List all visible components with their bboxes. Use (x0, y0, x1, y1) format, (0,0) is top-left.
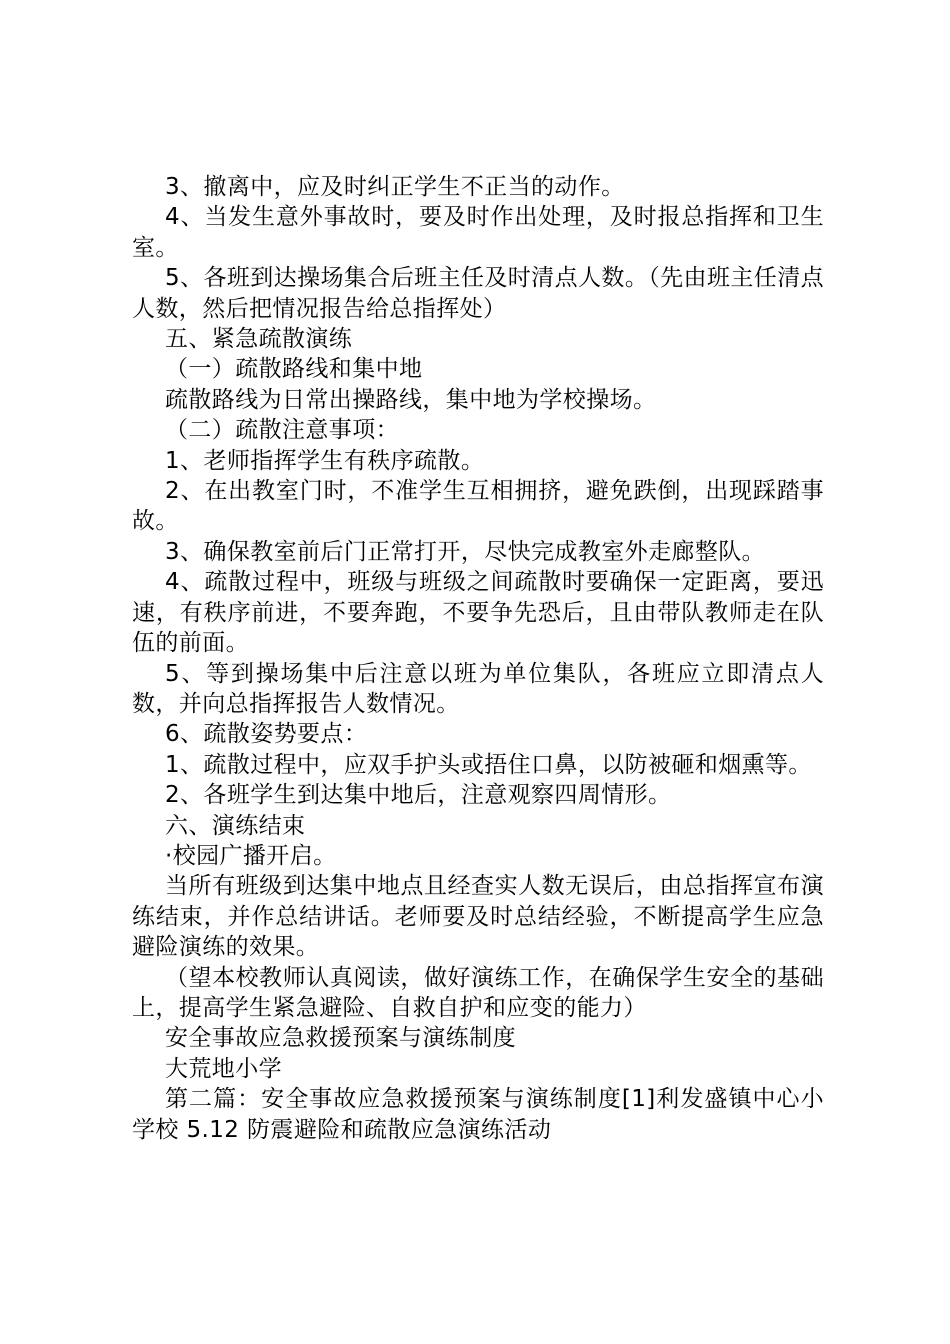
paragraph-precaution-5: 5、等到操场集中后注意以班为单位集队，各班应立即清点人数，并向总指挥报告人数情况。 (132, 660, 824, 717)
paragraph-route: 疏散路线为日常出操路线，集中地为学校操场。 (165, 386, 657, 413)
paragraph-precaution-4: 4、疏散过程中，班级与班级之间疏散时要确保一定距离，要迅速，有秩序前进，不要奔跑，不要争先恐后，且由带队教师走在队伍的前面。 (132, 569, 824, 657)
document-title-line: 安全事故应急救援预案与演练制度 (165, 1025, 516, 1052)
document-body (132, 172, 824, 1145)
paragraph-summary: 当所有班级到达集中地点且经查实人数无误后，由总指挥宣布演练结束，并作总结讲话。老师要及时总结经验，不断提高学生应急避险演练的效果。 (132, 873, 824, 961)
paragraph-note: （望本校教师认真阅读，做好演练工作，在确保学生安全的基础上，提高学生紧急避险、自救自护和应变的能力） (132, 964, 824, 1021)
section-heading-end: 六、演练结束 (165, 812, 306, 839)
paragraph-broadcast: ·校园广播开启。 (165, 842, 337, 869)
paragraph-evacuation-item-4: 4、当发生意外事故时，要及时作出处理，及时报总指挥和卫生室。 (132, 204, 824, 261)
section-heading-drill: 五、紧急疏散演练 (165, 326, 353, 353)
paragraph-posture-2: 2、各班学生到达集中地后，注意观察四周情形。 (165, 782, 672, 809)
paragraph-precaution-6: 6、疏散姿势要点： (165, 721, 368, 748)
paragraph-precaution-1: 1、老师指挥学生有秩序疏散。 (165, 447, 485, 474)
paragraph-evacuation-item-5: 5、各班到达操场集合后班主任及时清点人数。（先由班主任清点人数，然后把情况报告给总指挥处） (132, 265, 824, 322)
paragraph-evacuation-item-3: 3、撤离中，应及时纠正学生不正当的动作。 (165, 174, 625, 200)
paragraph-posture-1: 1、疏散过程中，应双手护头或捂住口鼻，以防被砸和烟熏等。 (165, 751, 812, 778)
subsection-heading-precautions: （二）疏散注意事项： (165, 417, 399, 444)
paragraph-second-article: 第二篇：安全事故应急救援预案与演练制度[1]利发盛镇中心小学校 5.12 防震避险和疏散应急演练活动 (132, 1086, 824, 1143)
paragraph-precaution-3: 3、确保教室前后门正常打开，尽快完成教室外走廊整队。 (165, 538, 766, 565)
paragraph-precaution-2: 2、在出教室门时，不准学生互相拥挤，避免跌倒，出现踩踏事故。 (132, 478, 824, 535)
subsection-heading-route: （一）疏散路线和集中地 (165, 356, 423, 383)
school-name: 大荒地小学 (165, 1055, 282, 1082)
